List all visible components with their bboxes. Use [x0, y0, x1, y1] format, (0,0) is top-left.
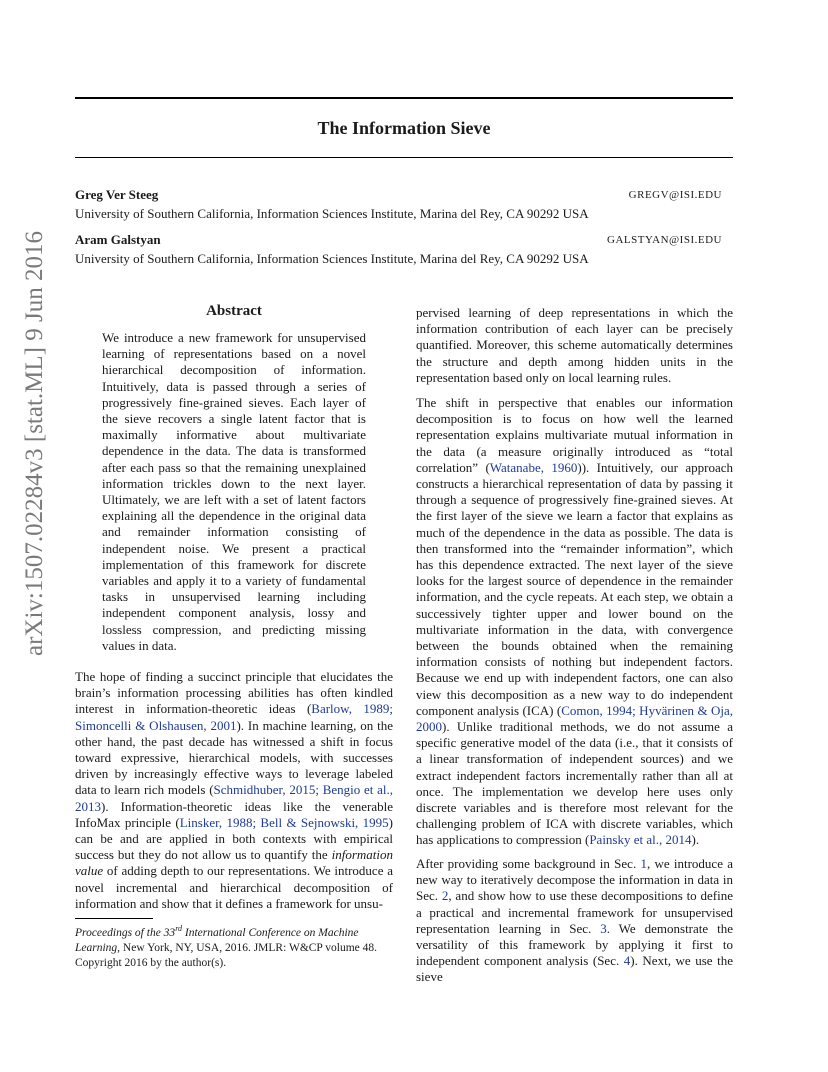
author-email-2[interactable]: GALSTYAN@ISI.EDU: [607, 234, 722, 246]
intro-paragraph-3: [416, 395, 733, 849]
citation-schmidhuber-bengio[interactable]: Schmidhuber, 2015; Bengio et al., 2013: [75, 782, 393, 814]
author-email-1[interactable]: GREGV@ISI.EDU: [628, 189, 722, 201]
text-run: After providing some background in Sec.: [416, 856, 641, 871]
title-rule-bottom: [75, 157, 733, 158]
arxiv-id-text: arXiv:1507.02284v3 [stat.ML] 9 Jun 2016: [21, 231, 48, 656]
emphasis-information-value: information value: [75, 847, 393, 879]
author-name-2: Aram Galstyan: [75, 232, 161, 247]
section-ref-1[interactable]: 1: [640, 856, 647, 871]
text-run: ) can be and are applied in both contexts with empirical success but they do not allow us to quantify the: [75, 814, 393, 863]
footnote-italic-2: International Conference on Machine Learning: [75, 926, 359, 954]
abstract-text: We introduce a new framework for unsupervised learning of representations based on a novel hierarchical decomposition of information. Intuitively, data is passed through a series of progressively fine-grained sieves. Each layer of the sieve recovers a single latent factor that is maximally informative about multivariate dependence in the data. The data is transformed after each pass so that the remaining unexplained information trickles down to the next layer. Ultimately, we are left with a set of latent factors explaining all the dependence in the original data and remainder information consisting of independent noise. We present a practical implementation of this framework for discrete variables and apply it to a variety of fundamental tasks in unsupervised learning including independent component analysis, lossy and lossless compression, and predicting missing values in data.: [102, 330, 366, 653]
abstract-heading: Abstract: [206, 303, 262, 319]
citation-watanabe[interactable]: Watanabe, 1960: [489, 459, 578, 475]
text-run: ). In machine learning, on the other hand, the past decade has witnessed a shift in focus toward expressive, hierarchical models, with successes driven by increasingly effective ways to leverage labeled data to learn rich models (: [75, 717, 393, 798]
citation-painsky[interactable]: Painsky et al., 2014: [589, 832, 692, 848]
footnote-superscript: rd: [175, 924, 183, 933]
citation-barlow-simoncelli[interactable]: Barlow, 1989; Simoncelli & Olshausen, 2001: [75, 701, 393, 733]
text-run: ).: [691, 832, 700, 848]
intro-paragraph-4: [416, 856, 733, 986]
paper-title: The Information Sieve: [317, 118, 491, 138]
text-run: The hope of finding a succinct principle that elucidates the brain’s information processing abilities has often kindled interest in information-theoretic ideas (: [75, 669, 393, 717]
text-run: . We demonstrate the versatility of this framework by applying it first to independent component analysis (Sec.: [416, 920, 734, 969]
section-ref-4[interactable]: 4: [623, 953, 631, 969]
text-run: ). Unlike traditional methods, we do not assume a specific generative model of the data (i.e., that it consists of a linear transformation of independent sources) and we extract independent factors incrementally rather than all at once. The implementation we develop here uses only discrete variables and is therefore most relevant for the challenging problem of ICA with discrete variables, which has applications to compression (: [416, 719, 733, 848]
text-run: The shift in perspective that enables our information decomposition is to focus on how well the learned representation explains multivariate mutual information in the data (a measure originally introduced as “total correlation” (: [416, 395, 733, 475]
section-ref-3[interactable]: 3: [600, 920, 607, 936]
text-run: of adding depth to our representations. We introduce a novel incremental and hierarchical decomposition of information and show that it defines a framework for unsu-: [75, 863, 393, 911]
author-affiliation-1: University of Southern California, Information Sciences Institute, Marina del Rey, CA 90292 USA: [75, 206, 589, 221]
section-ref-2[interactable]: 2: [441, 888, 449, 904]
text-run: , we introduce a new way to iteratively decompose the information in data in Sec.: [416, 856, 733, 904]
author-affiliation-2: University of Southern California, Information Sciences Institute, Marina del Rey, CA 90292 USA: [75, 251, 589, 266]
intro-paragraph-1: [75, 669, 393, 912]
footnote-rest: , New York, NY, USA, 2016. JMLR: W&CP volume 48. Copyright 2016 by the author(s).: [75, 941, 378, 969]
text-run: )). Intuitively, our approach constructs a hierarchical representation of data by passing it through a sequence of progressively fine-grained sieves. At the first layer of the sieve we learn a factor that explains as much of the dependence in the data as possible. The data is then transformed into the “remainder information”, which has this dependence extracted. The next layer of the sieve looks for the largest source of dependence in the remainder information, and the cycle repeats. At each step, we obtain a successively tighter upper and lower bound on the multivariate information in the data, with convergence between the bounds obtained when the remaining information consists of nothing but independent factors. Because we end up with independent factors, one can also view this decomposition as a new way to do independent component analysis (ICA) (: [416, 459, 733, 718]
text-run: ). Next, we use the sieve: [416, 953, 733, 985]
footnote-italic-1: Proceedings of the 33: [75, 926, 176, 939]
citation-comon-hyvarinen[interactable]: Comon, 1994; Hyvärinen & Oja, 2000: [416, 702, 733, 735]
text-run: ). Information-theoretic ideas like the venerable InfoMax principle (: [75, 798, 393, 830]
footnote-rule: [75, 918, 153, 919]
citation-linsker-bell[interactable]: Linsker, 1988; Bell & Sejnowski, 1995: [179, 814, 389, 830]
title-rule-top: [75, 97, 733, 99]
text-run: , and show how to use these decompositions to define a practical and incremental framework for unsupervised representation learning in Sec.: [416, 888, 733, 936]
footnote-proceedings: [75, 921, 393, 971]
intro-paragraph-2: pervised learning of deep representations in which the information contribution of each layer can be precisely quantified. Moreover, this scheme automatically determines the structure and depth among hidden units in the representation based only on local learning rules.: [416, 305, 733, 385]
author-name-1: Greg Ver Steeg: [75, 187, 159, 202]
